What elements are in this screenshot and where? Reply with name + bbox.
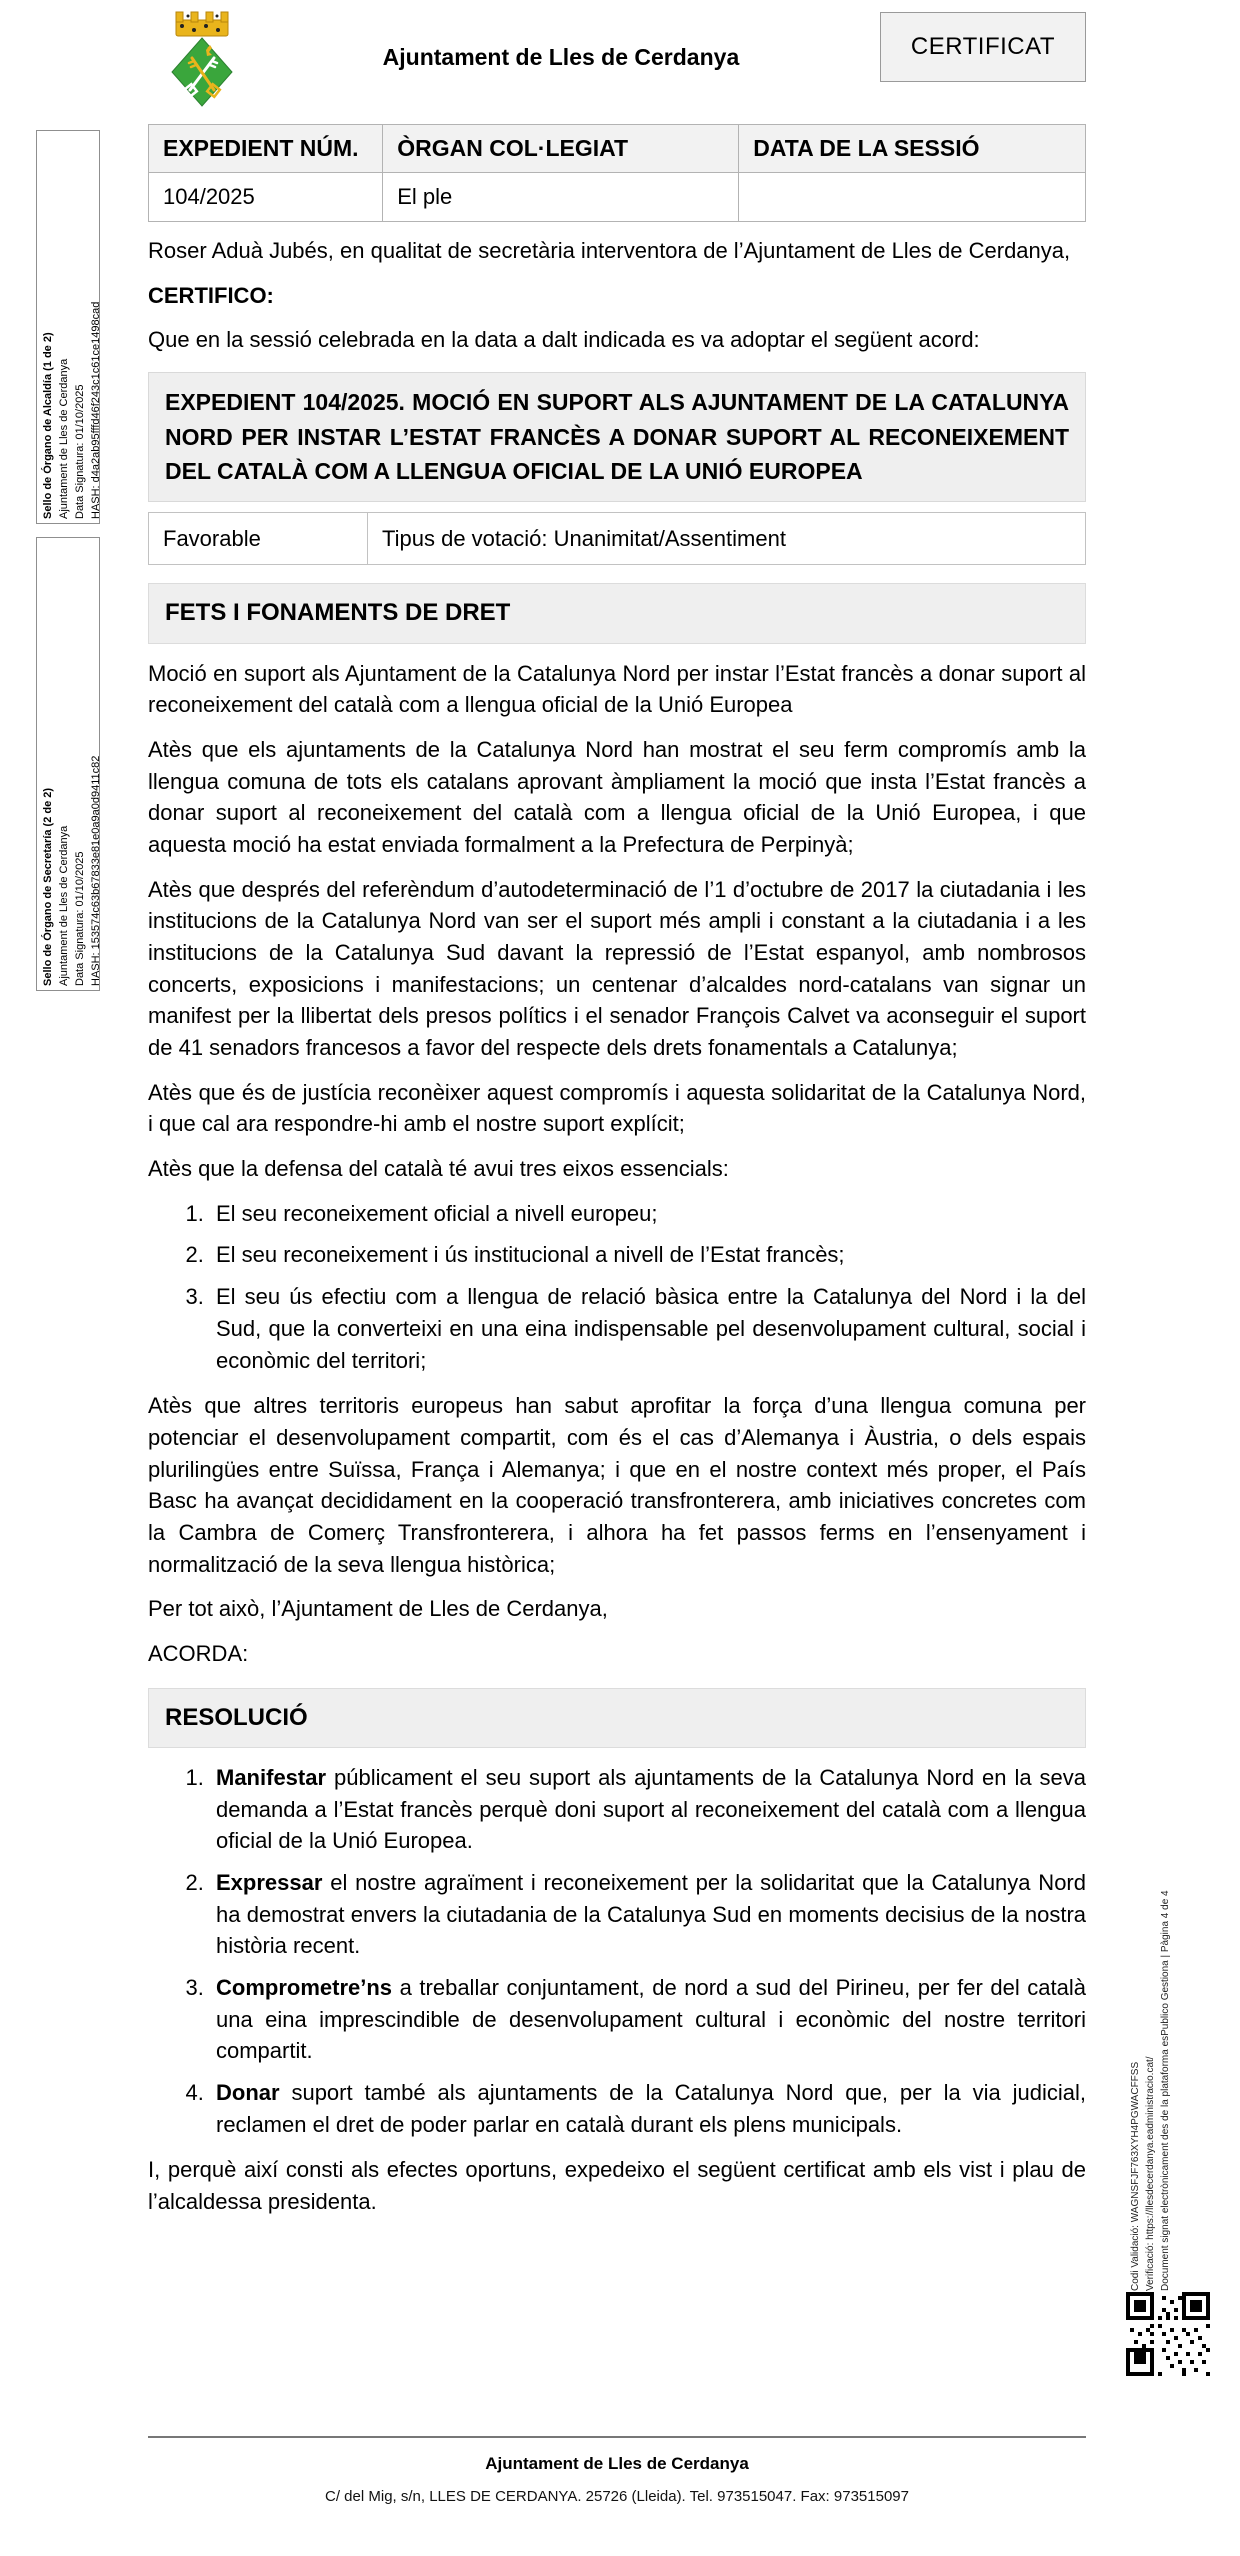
acorda-line: ACORDA:: [148, 1640, 249, 1666]
cell-data-sessio: [739, 173, 1086, 222]
resolution-rest: a treballar conjuntament, de nord a sud del Pirineu, per fer del català una eina imprescindible de desenvolupament cultural i econòmic del nostre territori compartit.: [216, 1975, 1086, 2064]
stamp-alcaldia-text: [41, 135, 102, 519]
paragraph: Atès que és de justícia reconèixer aquest compromís i aquesta solidaritat de la Catalunya Nord, i que cal ara respondre-hi amb el nostre suport explícit;: [148, 1079, 1086, 1137]
org-title: Ajuntament de Lles de Cerdanya: [382, 44, 740, 70]
table-row: [149, 173, 1086, 222]
footer-address: C/ del Mig, s/n, LLES DE CERDANYA. 25726 (Lleida). Tel. 973515047. Fax: 973515097: [325, 2488, 909, 2505]
vote-type: Tipus de votació: Unanimitat/Assentiment: [368, 512, 1086, 565]
list-item: 3. El seu ús efectiu com a llengua de relació bàsica entre la Catalunya del Nord i la del Sud, que la converteixi en una eina indispensable pel desenvolupament cultural, social i econòmic del territori;: [210, 1281, 1086, 1376]
stamp-line: Data Signatura: 01/10/2025: [73, 851, 86, 986]
stamp-line: Data Signatura: 01/10/2025: [73, 384, 86, 519]
paragraph: Atès que altres territoris europeus han sabut aprofitar la força d’una llengua comuna per potenciar el desenvolupament compartit, com és el cas d’Alemanya i Àustria, o dels espais plurilingües entre Suïssa, França i Alemanya; i que en el nostre context més proper, el País Basc ha avançat decididament en la cooperació transfronterera, amb iniciatives concretes com la Cambra de Comerç Transfronterera, i alhora ha fet passos ferms en l’ensenyament i normalització de la seva llengua històrica;: [148, 1393, 1086, 1577]
col-expedient: EXPEDIENT NÚM.: [149, 125, 383, 173]
municipal-crest-icon: [162, 6, 242, 110]
agreement-title-box: EXPEDIENT 104/2025. MOCIÓ EN SUPORT ALS AJUNTAMENT DE LA CATALUNYA NORD PER INSTAR L’ESTAT FRANCÈS A DONAR SUPORT AL RECONEIXEMENT DEL CATALÀ COM A LLENGUA OFICIAL DE LA UNIÓ EUROPEA: [148, 372, 1086, 502]
validation-margin: [1124, 1835, 1171, 2295]
cell-expedient-num: 104/2025: [149, 173, 383, 222]
list-item: [210, 2077, 1086, 2140]
paragraph: Atès que després del referèndum d’autodeterminació de l’1 d’octubre de 2017 la ciutadania i les institucions de la Catalunya Nord van ser el suport més ampli i constant a la ciutadania i a les institucions de la Catalunya Sud davant la repressió de l’Estat espanyol, amb nombrosos concerts, exposicions i manifestacions; un centenar d’alcaldes nord-catalans van signar un manifest per la llibertat dels presos polítics i el senador François Calvet va aconseguir el suport de 41 senadors francesos a favor del respecte dels drets fonamentals a Catalunya;: [148, 876, 1086, 1061]
fets-heading: FETS I FONAMENTS DE DRET: [148, 583, 1086, 644]
list-item: [210, 1972, 1086, 2067]
document-page: [148, 6, 1086, 2231]
vote-result: Favorable: [149, 512, 368, 565]
paragraph: Moció en suport als Ajuntament de la Catalunya Nord per instar l’Estat francès a donar suport al reconeixement del català com a llengua oficial de la Unió Europea: [148, 660, 1086, 718]
session-line: Que en la sessió celebrada en la data a dalt indicada es va adoptar el següent acord:: [148, 327, 980, 353]
resolution-rest: suport també als ajuntaments de la Catalunya Nord que, per la via judicial, reclamen el dret de poder parlar en català durant els plens municipals.: [216, 2080, 1086, 2137]
stamp-secretaria: [36, 537, 100, 991]
paragraph: Atès que els ajuntaments de la Catalunya Nord han mostrat el seu ferm compromís amb la llengua comuna de tots els catalans aprovant àmpliament la moció que insta l’Estat francès a donar suport al reconeixement del català com a llengua oficial de la Unió Europea, i que aquesta moció ha estat enviada formalment a la Prefectura de Perpinyà;: [148, 737, 1086, 858]
session-table: [148, 124, 1086, 222]
document-header: [148, 6, 1086, 110]
col-organ: ÒRGAN COL·LEGIAT: [383, 125, 739, 173]
cell-organ: El ple: [383, 173, 739, 222]
footer-org-name: Ajuntament de Lles de Cerdanya: [485, 2454, 749, 2473]
qr-code: [1126, 2292, 1210, 2376]
validation-url: Verificació: https://llesdecerdanya.eadministracio.cat/: [1145, 2056, 1156, 2291]
col-data-sessio: DATA DE LA SESSIÓ: [739, 125, 1086, 173]
list-item: [210, 1867, 1086, 1962]
stamp-line: Ajuntament de Lles de Cerdanya: [57, 825, 70, 986]
stamp-alcaldia: [36, 130, 100, 524]
resolution-rest: el nostre agraïment i reconeixement per la solidaritat que la Catalunya Nord ha demostrat envers la ciutadania de la Catalunya Sud en moments decisius de la nostra història recent.: [216, 1870, 1086, 1959]
paragraph: Per tot això, l’Ajuntament de Lles de Cerdanya,: [148, 1596, 608, 1622]
list-item: [210, 1762, 1086, 1857]
closing-paragraph: I, perquè així consti als efectes oportuns, expedeixo el següent certificat amb els vist i plau de l’alcaldessa presidenta.: [148, 2157, 1086, 2215]
certificat-badge: CERTIFICAT: [880, 12, 1086, 82]
table-row: [149, 512, 1086, 565]
validation-code: Codi Validació: WAGNSFJF763XYH4PGWACFFSS: [1130, 2061, 1141, 2291]
resolution-rest: públicament el seu suport als ajuntaments de la Catalunya Nord en la seva demanda a l’Estat francès perquè doni suport al reconeixement del català com a llengua oficial de la Unió Europea.: [216, 1765, 1086, 1854]
resolucio-heading: RESOLUCIÓ: [148, 1688, 1086, 1749]
resolution-lead: Manifestar: [216, 1765, 327, 1791]
stamp-title: Sello de Órgano de Secretaría (2 de 2): [42, 787, 54, 986]
paragraph: Atès que la defensa del català té avui tres eixos essencials:: [148, 1156, 729, 1182]
resolution-lead: Donar: [216, 2080, 280, 2106]
secretary-line: Roser Aduà Jubés, en qualitat de secretària interventora de l’Ajuntament de Lles de Cerdanya,: [148, 238, 1071, 263]
list-item: 1. El seu reconeixement oficial a nivell europeu;: [210, 1198, 1086, 1230]
stamp-line: Ajuntament de Lles de Cerdanya: [57, 358, 70, 519]
eixos-list: [148, 1198, 1086, 1376]
list-item: 2. El seu reconeixement i ús institucional a nivell de l’Estat francès;: [210, 1239, 1086, 1271]
resolution-lead: Comprometre’ns: [216, 1975, 393, 2001]
stamp-title: Sello de Órgano de Alcaldía (1 de 2): [42, 332, 54, 519]
stamp-line: HASH: 153574c63b67833e81e0a9a0d9411c82: [89, 755, 102, 986]
validation-platform: Document signat electrònicament des de la plataforma esPublico Gestiona | Pàgina 4 de 4: [1160, 1890, 1171, 2291]
stamp-secretaria-text: [41, 542, 102, 986]
resolution-lead: Expressar: [216, 1870, 323, 1896]
validation-margin-text: [1128, 1839, 1171, 2291]
resolucio-list: [148, 1762, 1086, 2140]
page-footer: [148, 2436, 1086, 2505]
certifico-heading: CERTIFICO:: [148, 282, 274, 308]
stamp-line: HASH: d4a2ab95fffd46f243c1c61ce1498cad: [89, 301, 102, 519]
vote-table: [148, 512, 1086, 566]
